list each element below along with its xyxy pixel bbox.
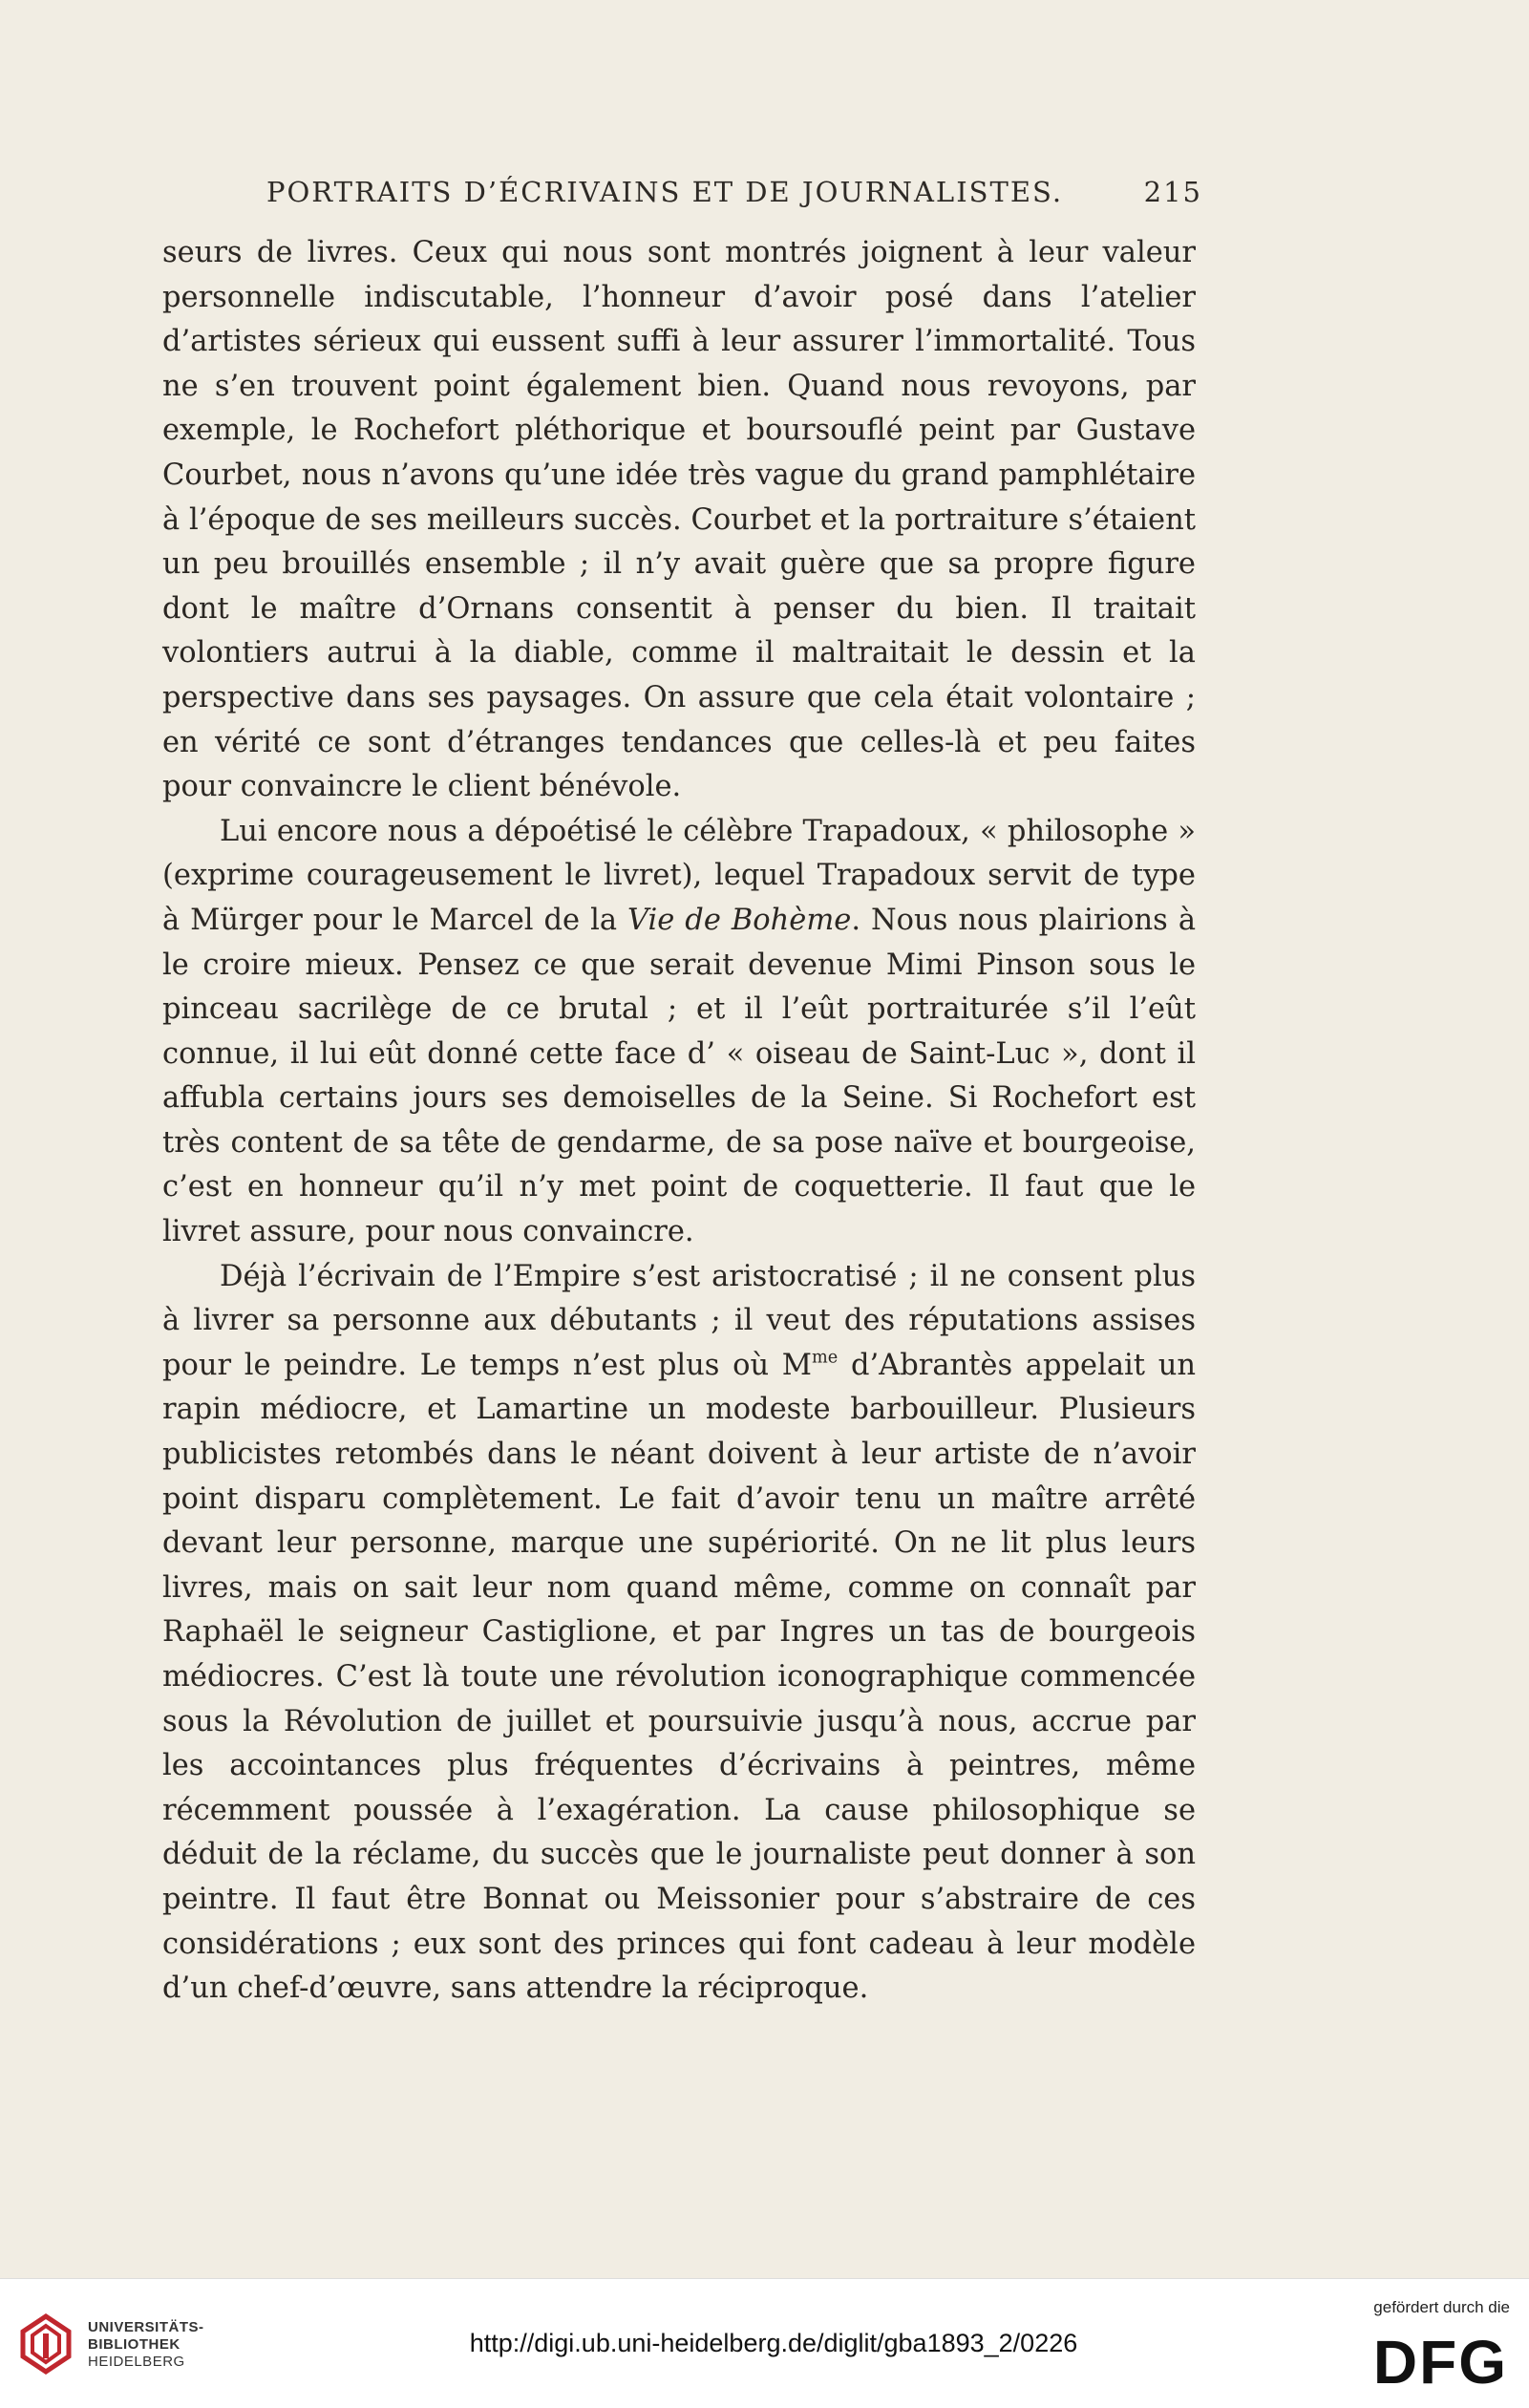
- library-line-1: UNIVERSITÄTS-: [88, 2319, 204, 2335]
- paragraph-3-part-2: d’Abrantès appelait un rapin médiocre, et Lamartine un modeste barbouilleur. Plusieurs publicistes retombés dans le néant doivent à leur artiste de n’avoir point disparu complètement. Le fait d’avoir tenu un maître arrêté devant leur personne, marque une supériorité. On ne lit plus leurs livres, mais on sait leur nom quand même, comme on connaît par Raphaël le seigneur Castiglione, et par Ingres un tas de bourgeois médiocres. C’est là toute une révolution iconographique commencée sous la Révolution de juillet et poursuivie jusqu’à nous, accrue par les accointances plus fréquentes d’écrivains à peintres, même récemment poussée à l’exagération. La cause philosophique se déduit de la réclame, du succès que le journaliste peut donner à son peintre. Il faut être Bonnat ou Meissonier pour s’abstraire de ces considérations ; eux sont des princes qui font cadeau à leur modèle d’un chef-d’œuvre, sans attendre la réciproque.: [162, 1348, 1196, 2006]
- page-number: 215: [1143, 176, 1202, 208]
- paragraph-1: seurs de livres. Ceux qui nous sont montrés joignent à leur valeur personnelle indiscutable, l’honneur d’avoir posé dans l’atelier d’artistes sérieux qui eussent suffi à leur assurer l’immortalité. Tous ne s’en trouvent point également bien. Quand nous revoyons, par exemple, le Rochefort pléthorique et boursouflé peint par Gustave Courbet, nous n’avons qu’une idée très vague du grand pamphlétaire à l’époque de ses meilleurs succès. Courbet et la portraiture s’étaient un peu brouillés ensemble ; il n’y avait guère que sa propre figure dont le maître d’Ornans consentit à penser du bien. Il traitait volontiers autrui à la diable, comme il maltraitait le dessin et la perspective dans ses paysages. On assure que cela était volontaire ; en vérité ce sont d’étranges tendances que celles-là et peu faites pour convaincre le client bénévole.: [162, 236, 1196, 804]
- library-name: [88, 2319, 204, 2371]
- paragraph-3-part-1: Déjà l’écrivain de l’Empire s’est aristocratisé ; il ne consent plus à livrer sa personne aux débutants ; il veut des réputations assises pour le peindre. Le temps n’est plus où M: [162, 1259, 1196, 1382]
- paragraph-2-part-1: Lui encore nous a dépoétisé le célèbre Trapadoux, « philosophe » (exprime courageusement le livret), lequel Trapadoux servit de type à Mürger pour le Marcel de la: [162, 814, 1196, 937]
- running-title: PORTRAITS D’ÉCRIVAINS ET DE JOURNALISTES.: [266, 176, 1064, 208]
- paragraph-2: [162, 810, 1196, 1255]
- page-body-text: [162, 231, 1196, 2012]
- superscript-me: me: [812, 1348, 839, 1368]
- paragraph-3: [162, 1255, 1196, 2012]
- paragraph-2-part-2: . Nous nous plairions à le croire mieux. Pensez ce que serait devenue Mimi Pinson sous le pinceau sacrilège de ce brutal ; et il l’eût portraiturée s’il l’eût connue, il lui eût donné cette face d’ « oiseau de Saint-Luc », dont il affubla certains jours ses demoiselles de la Seine. Si Rochefort est très content de sa tête de gendarme, de sa pose naïve et bourgeoise, c’est en honneur qu’il n’y met point de coquetterie. Il faut que le livret assure, pour nous convaincre.: [162, 903, 1197, 1249]
- permalink-url[interactable]: http://digi.ub.uni-heidelberg.de/diglit/gba1893_2/0226: [469, 2329, 1078, 2357]
- library-line-3: HEIDELBERG: [88, 2354, 185, 2370]
- library-line-2: BIBLIOTHEK: [88, 2336, 181, 2353]
- dfg-logo: DFG: [1372, 2328, 1508, 2397]
- university-library-logo-icon: [17, 2312, 74, 2379]
- book-title-italic: Vie de Bohème: [627, 903, 852, 937]
- funded-by-label: gefördert durch die: [1373, 2298, 1510, 2316]
- digitization-footer: [0, 2278, 1529, 2408]
